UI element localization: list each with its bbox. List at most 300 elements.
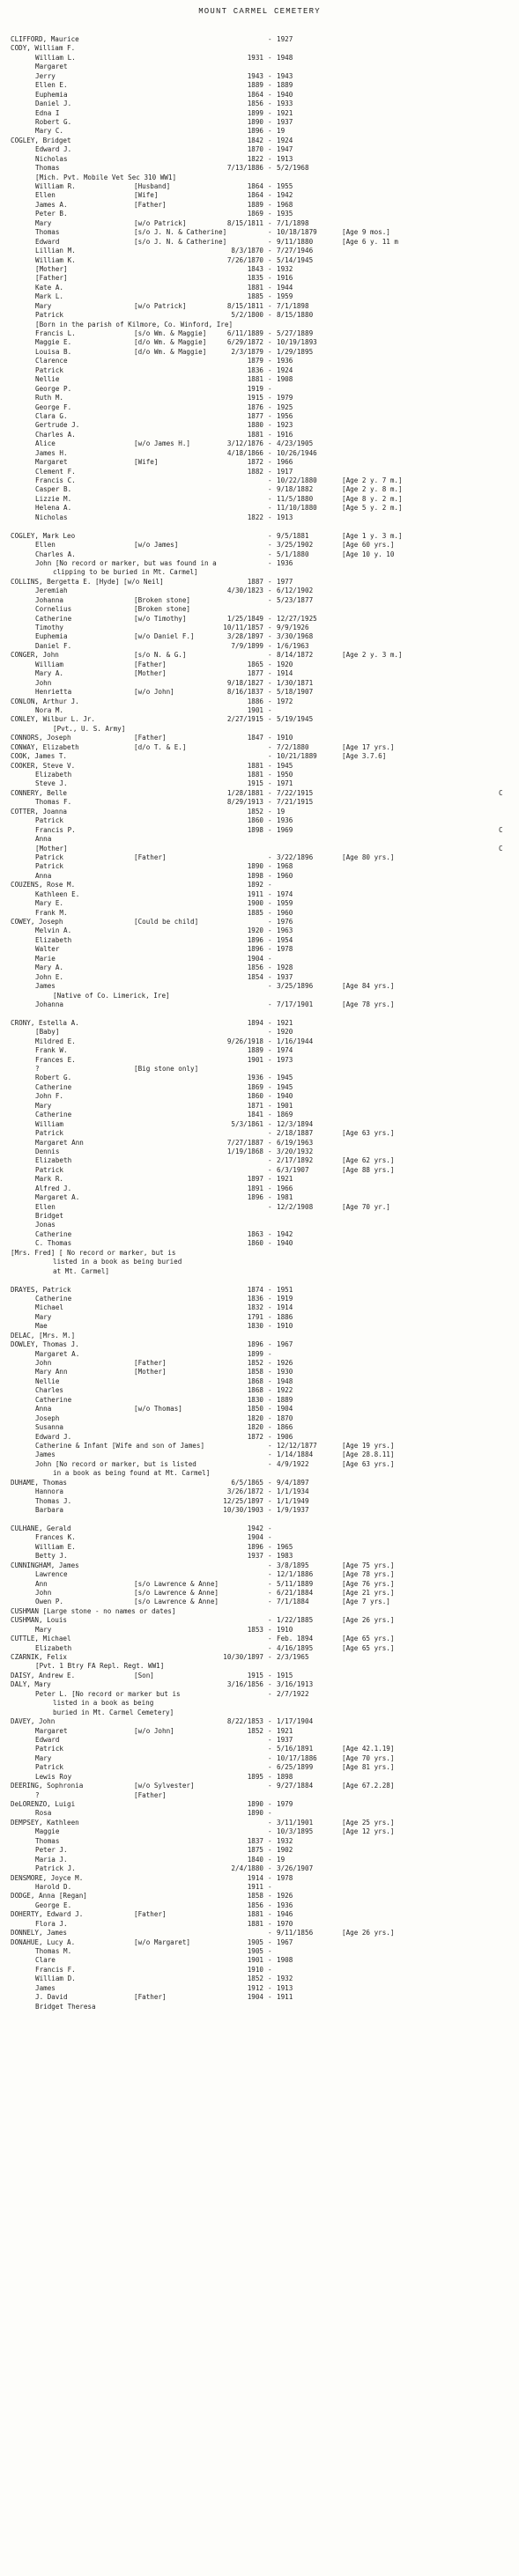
burial-entry: [0, 789, 519, 798]
entry-death: 5/23/1877: [277, 595, 314, 604]
entry-name: Nellie: [35, 375, 60, 384]
entry-dash: -: [268, 1450, 272, 1459]
burial-entry: [0, 715, 519, 724]
entry-birth: 1881: [247, 283, 263, 292]
entry-death: 1/14/1884: [277, 1450, 314, 1459]
entry-death: 1948: [277, 53, 293, 62]
entry-birth: 1890: [247, 1800, 263, 1808]
entry-dash: -: [268, 807, 272, 816]
entry-name: Frank W.: [35, 1046, 68, 1055]
entry-dash: -: [268, 1000, 272, 1008]
entry-dash: -: [268, 1138, 272, 1147]
entry-dash: -: [268, 1459, 272, 1468]
entry-dash: -: [268, 1322, 272, 1331]
burial-entry: [0, 541, 519, 550]
entry-age-note: [Age 19 yrs.]: [342, 1441, 395, 1450]
entry-name: Catherine: [35, 1111, 72, 1119]
entry-death: 1936: [277, 558, 293, 567]
entry-age-note: [Age 65 yrs.]: [342, 1635, 395, 1643]
burial-entry: [0, 1993, 519, 2002]
burial-entry: [0, 1837, 519, 1846]
entry-death: 1904: [277, 1405, 293, 1413]
entry-birth: 1837: [247, 1836, 263, 1845]
entry-name: Clare: [35, 1956, 56, 1965]
entry-death: 5/19/1945: [277, 715, 314, 724]
entry-death: 1960: [277, 908, 293, 917]
entry-death: 2/7/1922: [277, 1689, 309, 1698]
burial-entry: [0, 403, 519, 412]
burial-entry: [0, 348, 519, 357]
burial-entry: [0, 1350, 519, 1359]
entry-name: Mae: [35, 1322, 48, 1331]
burial-entry: [0, 1680, 519, 1689]
entry-name: Catherine & Infant [Wife and son of James]: [35, 1441, 205, 1450]
entry-name: Patrick: [35, 1763, 64, 1772]
entry-dash: -: [268, 918, 272, 926]
entry-name: Patrick: [35, 853, 64, 861]
entry-death: Feb. 1894: [277, 1635, 314, 1643]
entry-name: in a book as being found at Mt. Carmel]: [53, 1469, 211, 1478]
entry-age-note: [Age 8 y. 2 m.]: [342, 494, 403, 503]
entry-death: 1898: [277, 1772, 293, 1781]
entry-relation: [Mother]: [134, 1368, 167, 1377]
entry-dash: -: [268, 614, 272, 623]
entry-death: 1922: [277, 1386, 293, 1395]
entry-name: Betty J.: [35, 1552, 68, 1561]
entry-dash: -: [268, 357, 272, 365]
entry-age-note: [Age 5 y. 2 m.]: [342, 504, 403, 513]
entry-death: 1932: [277, 1836, 293, 1845]
entry-age-note: [Age 67.2.28]: [342, 1782, 395, 1790]
burial-entry: [0, 137, 519, 145]
entry-dash: -: [268, 301, 272, 310]
entry-birth: 1850: [247, 1405, 263, 1413]
entry-dash: -: [268, 1193, 272, 1202]
entry-dash: -: [268, 329, 272, 337]
entry-name: William R.: [35, 182, 76, 190]
entry-birth: 4/18/1866: [226, 448, 263, 457]
entry-dash: -: [268, 255, 272, 264]
entry-death: 1910: [277, 734, 293, 742]
entry-dash: -: [268, 798, 272, 807]
burial-entry: [0, 1469, 519, 1478]
entry-age-note: [Age 78 yrs.]: [342, 1570, 395, 1579]
entry-birth: 1904: [247, 954, 263, 963]
entry-birth: 8/15/1811: [226, 301, 263, 310]
burial-entry: [0, 1258, 519, 1266]
entry-age-note: [Age 42.1.19]: [342, 1745, 395, 1753]
entry-age-note: [Age 70 yr.]: [342, 1202, 390, 1211]
burial-entry: [0, 1966, 519, 1974]
burial-entry: [0, 899, 519, 908]
entry-name: Elizabeth: [35, 1643, 72, 1652]
entry-birth: 1914: [247, 1873, 263, 1882]
entry-birth: 1830: [247, 1322, 263, 1331]
entry-death: 3/11/1901: [277, 1818, 314, 1827]
entry-birth: 7/27/1887: [226, 1138, 263, 1147]
entry-dash: -: [268, 1965, 272, 1974]
burial-list: [0, 35, 519, 2011]
entry-birth: 1/28/1881: [226, 788, 263, 797]
entry-dash: -: [268, 1028, 272, 1037]
margin-mark: C: [499, 825, 503, 834]
entry-dash: -: [268, 779, 272, 788]
burial-entry: [0, 1111, 519, 1119]
burial-entry: [0, 1543, 519, 1552]
entry-death: 1921: [277, 108, 293, 117]
burial-entry: [0, 982, 519, 991]
entry-dash: -: [268, 1772, 272, 1781]
burial-entry: [0, 1450, 519, 1459]
entry-death: 1940: [277, 90, 293, 99]
entry-name: DONNELY, James: [11, 1929, 68, 1938]
entry-name: Mary Ann: [35, 1368, 68, 1377]
burial-entry: [0, 1166, 519, 1175]
entry-name: Clement F.: [35, 467, 76, 476]
entry-dash: -: [268, 311, 272, 320]
entry-death: 1924: [277, 136, 293, 144]
entry-death: 12/27/1925: [277, 614, 317, 623]
burial-entry: [0, 725, 519, 734]
entry-birth: 1889: [247, 81, 263, 90]
entry-name: Marie: [35, 954, 56, 963]
burial-entry: [0, 945, 519, 954]
burial-entry: [0, 615, 519, 624]
entry-dash: -: [268, 1294, 272, 1303]
entry-death: 9/11/1880: [277, 237, 314, 246]
entry-dash: -: [268, 274, 272, 283]
entry-name: Elizabeth: [35, 771, 72, 779]
entry-name: Margaret: [35, 458, 68, 467]
entry-birth: 1856: [247, 1901, 263, 1909]
burial-entry: [0, 1028, 519, 1037]
entry-birth: 2/3/1879: [231, 347, 263, 356]
burial-entry: [0, 127, 519, 136]
entry-death: 7/17/1901: [277, 1000, 314, 1008]
entry-name: CONNORS, Joseph: [11, 734, 71, 742]
entry-name: James: [35, 1983, 56, 1992]
entry-dash: -: [268, 1745, 272, 1753]
entry-name: George E.: [35, 1901, 72, 1909]
entry-name: Charles A.: [35, 430, 76, 439]
entry-death: 1956: [277, 411, 293, 420]
entry-death: 1976: [277, 918, 293, 926]
burial-entry: [0, 1359, 519, 1368]
burial-entry: [0, 1405, 519, 1413]
entry-relation: [s/o Lawrence & Anne]: [134, 1588, 219, 1597]
entry-death: 7/2/1880: [277, 742, 309, 751]
entry-name: George P.: [35, 384, 72, 393]
entry-dash: -: [268, 1478, 272, 1487]
entry-dash: -: [268, 283, 272, 292]
entry-dash: -: [268, 504, 272, 513]
burial-entry: [0, 1497, 519, 1506]
entry-relation: [Wife]: [134, 458, 159, 467]
burial-entry: [0, 1709, 519, 1717]
entry-name: CUSHMAN [Large stone - no names or dates]: [11, 1606, 176, 1615]
entry-name: Ellen E.: [35, 81, 68, 90]
entry-death: 1910: [277, 1625, 293, 1634]
entry-dash: -: [268, 1855, 272, 1864]
burial-entry: [0, 449, 519, 458]
burial-entry: [0, 661, 519, 669]
entry-dash: -: [268, 1753, 272, 1762]
entry-death: 1978: [277, 1873, 293, 1882]
entry-death: 1/29/1895: [277, 347, 314, 356]
entry-relation: [Broken stone]: [134, 605, 191, 614]
entry-name: Patrick: [35, 816, 64, 825]
entry-dash: -: [268, 365, 272, 374]
entry-birth: 1852: [247, 1359, 263, 1367]
entry-death: 7/22/1915: [277, 788, 314, 797]
entry-relation: [s/o J. N. & Catherine]: [134, 228, 227, 237]
entry-relation: [Son]: [134, 1671, 154, 1679]
entry-death: 1945: [277, 761, 293, 770]
burial-entry: [0, 568, 519, 577]
entry-death: 1946: [277, 1910, 293, 1919]
entry-dash: -: [268, 164, 272, 173]
burial-entry: [0, 1276, 519, 1285]
burial-entry: [0, 1910, 519, 1919]
entry-death: 7/27/1946: [277, 247, 314, 255]
burial-entry: [0, 559, 519, 568]
burial-entry: [0, 1819, 519, 1827]
entry-death: 5/14/1945: [277, 255, 314, 264]
entry-name: Catherine: [35, 1294, 72, 1303]
entry-relation: [Husband]: [134, 182, 171, 190]
entry-dash: -: [268, 1046, 272, 1055]
burial-entry: [0, 1616, 519, 1625]
entry-name: Barbara: [35, 1506, 64, 1514]
burial-entry: [0, 853, 519, 862]
entry-name: Alfred J.: [35, 1184, 72, 1192]
entry-dash: -: [268, 402, 272, 411]
burial-entry: [0, 145, 519, 154]
entry-relation: [Big stone only]: [134, 1065, 199, 1073]
entry-name: DENSMORE, Joyce M.: [11, 1873, 84, 1882]
entry-relation: [w/o Patrick]: [134, 301, 187, 310]
entry-dash: -: [268, 1405, 272, 1413]
entry-dash: -: [268, 264, 272, 273]
burial-entry: [0, 338, 519, 347]
entry-dash: -: [268, 1119, 272, 1128]
entry-name: DONAHUE, Lucy A.: [11, 1938, 76, 1946]
entry-birth: 1863: [247, 1229, 263, 1238]
entry-birth: 1856: [247, 100, 263, 108]
entry-name: James H.: [35, 448, 68, 457]
burial-entry: [0, 1846, 519, 1855]
entry-death: 1917: [277, 467, 293, 476]
entry-birth: 7/13/1886: [226, 164, 263, 173]
entry-name: [Mother]: [35, 264, 68, 273]
entry-dash: -: [268, 439, 272, 448]
entry-dash: -: [268, 1423, 272, 1432]
entry-death: 1913: [277, 513, 293, 521]
entry-birth: 1830: [247, 1395, 263, 1404]
entry-birth: 7/26/1870: [226, 255, 263, 264]
entry-dash: -: [268, 550, 272, 558]
entry-dash: -: [268, 1082, 272, 1091]
entry-name: Lizzie M.: [35, 494, 72, 503]
burial-entry: [0, 1139, 519, 1148]
entry-death: 1974: [277, 889, 293, 898]
entry-death: 3/16/1913: [277, 1680, 314, 1689]
entry-birth: 1887: [247, 577, 263, 586]
entry-dash: -: [268, 347, 272, 356]
burial-entry: [0, 890, 519, 899]
entry-dash: -: [268, 1312, 272, 1321]
entry-name: Patrick: [35, 862, 64, 871]
entry-death: 4/16/1895: [277, 1643, 314, 1652]
entry-birth: 1854: [247, 972, 263, 981]
burial-entry: [0, 1065, 519, 1074]
entry-age-note: [Age 75 yrs.]: [342, 1561, 395, 1569]
entry-birth: 10/30/1897: [223, 1653, 263, 1661]
entry-birth: 4/30/1823: [226, 587, 263, 595]
entry-birth: 8/29/1913: [226, 798, 263, 807]
burial-entry: [0, 798, 519, 807]
burial-entry: [0, 1920, 519, 1929]
entry-dash: -: [268, 954, 272, 963]
entry-birth: 1865: [247, 660, 263, 668]
entry-dash: -: [268, 90, 272, 99]
entry-birth: 8/16/1837: [226, 688, 263, 697]
burial-entry: [0, 578, 519, 587]
entry-death: 1916: [277, 274, 293, 283]
burial-entry: [0, 155, 519, 164]
burial-entry: [0, 642, 519, 651]
burial-entry: [0, 1423, 519, 1432]
burial-entry: [0, 779, 519, 788]
entry-relation: [w/o James H.]: [134, 439, 191, 448]
entry-name: DAVEY, John: [11, 1717, 56, 1726]
entry-dash: -: [268, 1882, 272, 1891]
entry-birth: 1915: [247, 394, 263, 402]
entry-death: 5/1/1880: [277, 550, 309, 558]
entry-dash: -: [268, 1818, 272, 1827]
entry-name: Edward J.: [35, 1432, 72, 1441]
entry-relation: [Mother]: [134, 669, 167, 678]
entry-dash: -: [268, 1653, 272, 1661]
entry-birth: 1860: [247, 816, 263, 825]
entry-relation: [Could be child]: [134, 918, 199, 926]
entry-dash: -: [268, 1147, 272, 1155]
entry-dash: -: [268, 1846, 272, 1855]
entry-death: 1940: [277, 1092, 293, 1101]
burial-entry: [0, 458, 519, 467]
entry-name: Nicholas: [35, 513, 68, 521]
entry-death: 1968: [277, 862, 293, 871]
entry-birth: 9/18/1827: [226, 678, 263, 687]
burial-entry: [0, 201, 519, 210]
entry-death: 3/25/1896: [277, 982, 314, 991]
entry-birth: 1880: [247, 421, 263, 430]
entry-name: Michael: [35, 1303, 64, 1312]
entry-birth: 1899: [247, 1349, 263, 1358]
entry-name: Catherine: [35, 1082, 72, 1091]
entry-name: Jeremiah: [35, 587, 68, 595]
entry-dash: -: [268, 1506, 272, 1514]
entry-birth: 1904: [247, 1993, 263, 2002]
entry-name: DOHERTY, Edward J.: [11, 1910, 84, 1919]
entry-dash: -: [268, 1579, 272, 1588]
entry-dash: -: [268, 1726, 272, 1735]
entry-name: Lawrence: [35, 1570, 68, 1579]
burial-entry: [0, 274, 519, 283]
burial-entry: [0, 808, 519, 816]
entry-name: Mary: [35, 1625, 52, 1634]
entry-death: 1944: [277, 283, 293, 292]
entry-name: Patrick: [35, 1165, 64, 1174]
entry-age-note: [Age 1 y. 3 m.]: [342, 531, 403, 540]
entry-death: 1928: [277, 963, 293, 972]
entry-death: 1966: [277, 458, 293, 467]
entry-relation: [Wife]: [134, 191, 159, 200]
entry-relation: [s/o J. N. & Catherine]: [134, 237, 227, 246]
entry-birth: 1843: [247, 264, 263, 273]
entry-dash: -: [268, 1974, 272, 1983]
entry-dash: -: [268, 1386, 272, 1395]
burial-entry: [0, 605, 519, 614]
entry-birth: 1904: [247, 1533, 263, 1542]
entry-birth: 1892: [247, 881, 263, 889]
burial-entry: [0, 936, 519, 945]
burial-entry: [0, 1644, 519, 1653]
entry-relation: [w/o Timothy]: [134, 614, 187, 623]
entry-name: Patrick: [35, 1745, 64, 1753]
entry-birth: 7/9/1899: [231, 641, 263, 650]
entry-age-note: [Age 81 yrs.]: [342, 1763, 395, 1772]
burial-entry: [0, 1120, 519, 1129]
burial-entry: [0, 926, 519, 935]
burial-entry: [0, 1193, 519, 1202]
entry-birth: 1882: [247, 467, 263, 476]
burial-entry: [0, 1340, 519, 1349]
burial-entry: [0, 1203, 519, 1212]
entry-name: Francis L.: [35, 329, 76, 337]
entry-death: 1943: [277, 71, 293, 80]
burial-entry: [0, 881, 519, 889]
entry-name: CLIFFORD, Maurice: [11, 35, 79, 43]
entry-relation: [d/o T. & E.]: [134, 742, 187, 751]
entry-birth: 5/3/1861: [231, 1119, 263, 1128]
burial-entry: [0, 1313, 519, 1322]
entry-name: Nicholas: [35, 154, 68, 163]
burial-entry: [0, 688, 519, 697]
entry-name: Elizabeth: [35, 935, 72, 944]
entry-death: 1926: [277, 1359, 293, 1367]
entry-name: CONGER, John: [11, 651, 59, 660]
burial-entry: [0, 311, 519, 320]
entry-dash: -: [268, 1413, 272, 1422]
entry-death: 1978: [277, 945, 293, 954]
entry-dash: -: [268, 458, 272, 467]
entry-dash: -: [268, 210, 272, 218]
entry-relation: [w/o Thomas]: [134, 1405, 182, 1413]
burial-entry: [0, 366, 519, 375]
entry-death: 10/19/1893: [277, 338, 317, 347]
entry-birth: 1881: [247, 430, 263, 439]
entry-death: 1916: [277, 430, 293, 439]
entry-death: 1974: [277, 1046, 293, 1055]
burial-entry: [0, 1479, 519, 1487]
entry-birth: 3/16/1856: [226, 1680, 263, 1689]
burial-entry: [0, 550, 519, 559]
entry-death: 1932: [277, 1974, 293, 1983]
entry-birth: 1856: [247, 963, 263, 972]
entry-age-note: [Age 3.7.6]: [342, 752, 387, 761]
burial-entry: [0, 1864, 519, 1873]
